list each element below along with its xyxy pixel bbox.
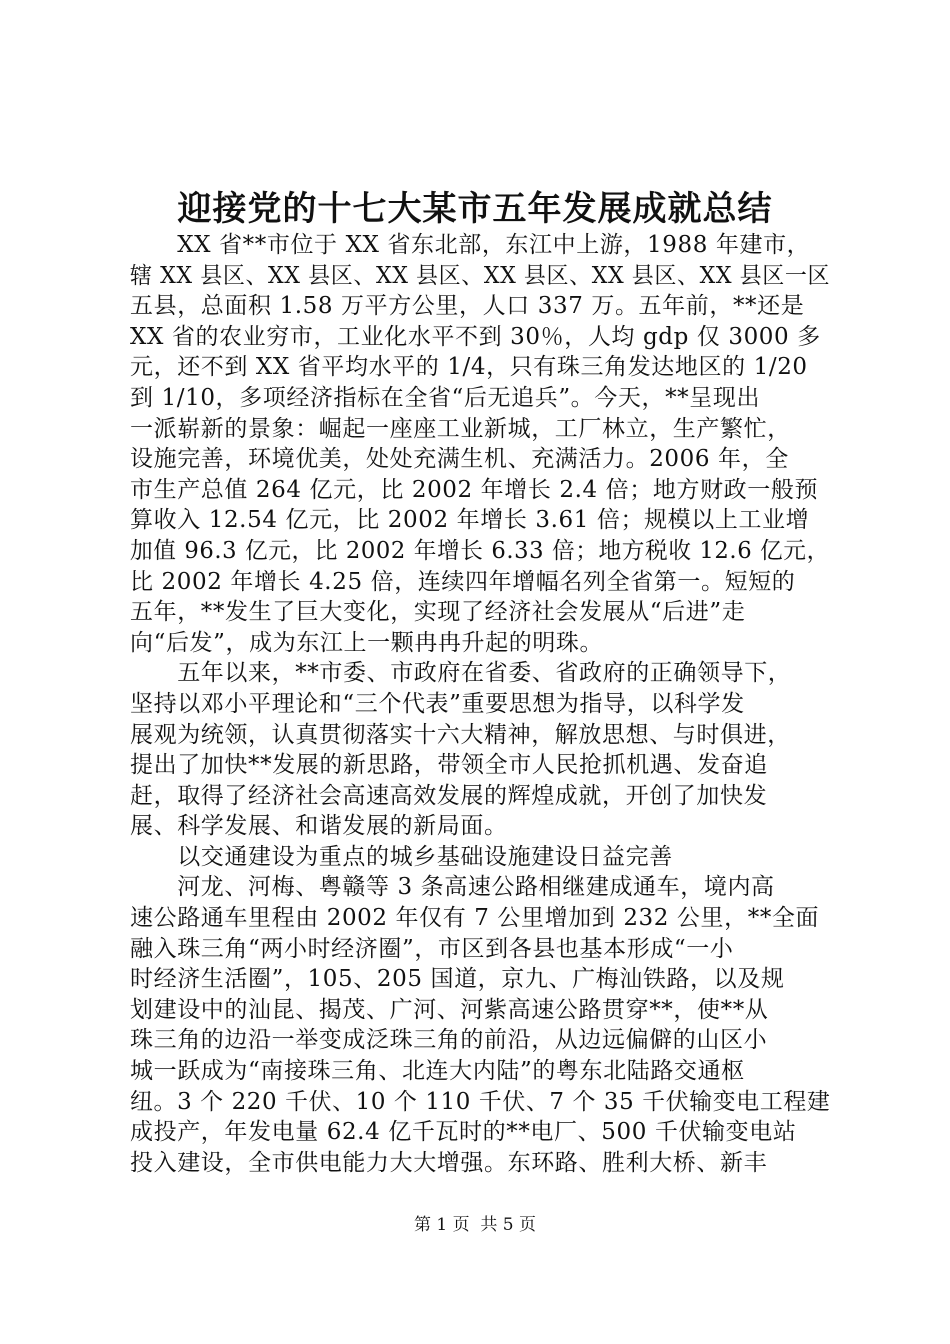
text-line: 展、科学发展、和谐发展的新局面。 <box>130 813 508 840</box>
text-line: 投入建设，全市供电能力大大增强。东环路、胜利大桥、新丰 <box>130 1149 768 1176</box>
text-line: 向“后发”，成为东江上一颗冉冉升起的明珠。 <box>130 629 604 656</box>
text-line: XX 省的农业穷市，工业化水平不到 30％，人均 gdp 仅 3000 多 <box>130 323 821 350</box>
document-body <box>130 230 830 1178</box>
text-line: 设施完善，环境优美，处处充满生机、充满活力。2006 年，全 <box>130 446 789 473</box>
text-line: 辖 XX 县区、XX 县区、XX 县区、XX 县区、XX 县区、XX 县区一区 <box>130 262 831 289</box>
text-line: 速公路通车里程由 2002 年仅有 7 公里增加到 232 公里，**全面 <box>130 905 820 932</box>
text-line: XX 省**市位于 XX 省东北部，东江中上游，1988 年建市， <box>130 232 811 258</box>
text-line: 以交通建设为重点的城乡基础设施建设日益完善 <box>130 843 673 870</box>
text-line: 算收入 12.54 亿元，比 2002 年增长 3.61 倍；规模以上工业增 <box>130 507 810 534</box>
page-footer: 第 1 页 共 5 页 <box>413 1215 537 1235</box>
text-line: 融入珠三角“两小时经济圈”，市区到各县也基本形成“一小 <box>130 935 734 962</box>
text-line: 划建设中的汕昆、揭茂、广河、河紫高速公路贯穿**，使**从 <box>130 996 769 1023</box>
text-line: 元，还不到 XX 省平均水平的 1/4，只有珠三角发达地区的 1/20 <box>130 354 808 381</box>
text-line: 加值 96.3 亿元，比 2002 年增长 6.33 倍；地方税收 12.6 亿元， <box>130 537 830 564</box>
text-line: 坚持以邓小平理论和“三个代表”重要思想为指导，以科学发 <box>130 690 745 717</box>
text-line: 时经济生活圈”，105、205 国道，京九、广梅汕铁路，以及规 <box>130 966 785 993</box>
text-line: 珠三角的边沿一举变成泛珠三角的前沿，从边远偏僻的山区小 <box>130 1027 768 1054</box>
text-line: 市生产总值 264 亿元，比 2002 年增长 2.4 倍；地方财政一般预 <box>130 476 819 503</box>
text-line: 赶，取得了经济社会高速高效发展的辉煌成就，开创了加快发 <box>130 782 768 809</box>
document-title: 迎接党的十七大某市五年发展成就总结 <box>177 189 773 229</box>
text-line: 比 2002 年增长 4.25 倍，连续四年增幅名列全省第一。短短的 <box>130 568 796 595</box>
text-line: 河龙、河梅、粤赣等 3 条高速公路相继建成通车，境内高 <box>130 874 775 901</box>
text-line: 纽。3 个 220 千伏、10 个 110 千伏、7 个 35 千伏输变电工程建 <box>130 1088 831 1115</box>
text-line: 五年以来，**市委、市政府在省委、省政府的正确领导下， <box>130 660 792 687</box>
text-line: 提出了加快**发展的新思路，带领全市人民抢抓机遇、发奋追 <box>130 752 768 779</box>
text-line: 一派崭新的景象：崛起一座座工业新城，工厂林立，生产繁忙， <box>130 415 791 442</box>
text-line: 五年，**发生了巨大变化，实现了经济社会发展从“后进”走 <box>130 599 746 626</box>
text-line: 展观为统领，认真贯彻落实十六大精神，解放思想、与时俱进， <box>130 721 791 748</box>
text-line: 成投产，年发电量 62.4 亿千瓦时的**电厂、500 千伏输变电站 <box>130 1119 797 1146</box>
text-line: 城一跃成为“南接珠三角、北连大内陆”的粤东北陆路交通枢 <box>130 1058 745 1085</box>
text-line: 五县，总面积 1.58 万平方公里，人口 337 万。五年前，**还是 <box>130 293 805 320</box>
text-line: 到 1/10，多项经济指标在全省“后无追兵”。今天，**呈现出 <box>130 384 761 411</box>
